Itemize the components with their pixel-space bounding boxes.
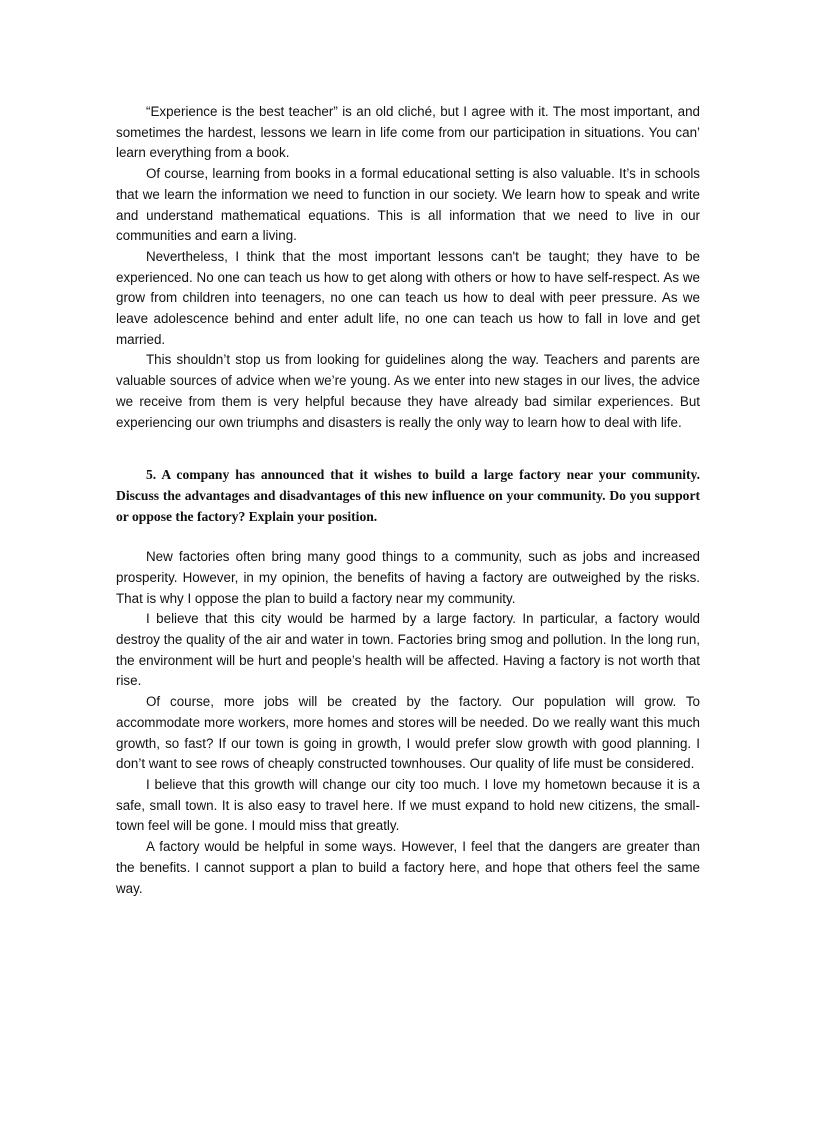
paragraph: This shouldn’t stop us from looking for guidelines along the way. Teachers and parents are valuable sources of advice when we’re young. As we enter into new stages in our lives, the advice we receive from them is very helpful because they have already bad similar experiences. But experiencing our own triumphs and disasters is really the only way to learn how to deal with life.	[116, 352, 700, 430]
paragraph: New factories often bring many good things to a community, such as jobs and increased prosperity. However, in my opinion, the benefits of having a factory are outweighed by the risks. That is why I oppose the plan to build a factory near my community.	[116, 549, 700, 606]
section-spacer	[116, 527, 700, 547]
paragraph: Of course, more jobs will be created by the factory. Our population will grow. To accommodate more workers, more homes and stores will be needed. Do we really want this much growth, so fast? If our town is going in growth, I would prefer slow growth with good planning. I don’t want to see rows of cheaply constructed townhouses. Our quality of life must be considered.	[116, 694, 700, 772]
document-page	[116, 102, 700, 899]
paragraph: I believe that this city would be harmed by a large factory. In particular, a factory would destroy the quality of the air and water in town. Factories bring smog and pollution. In the long run, the environment will be hurt and people’s health will be affected. Having a factory is not worth that rise.	[116, 611, 700, 689]
paragraph: Of course, learning from books in a formal educational setting is also valuable. It’s in schools that we learn the information we need to function in our society. We learn how to speak and write and understand mathematical equations. This is all information that we need to live in our communities and earn a living.	[116, 166, 700, 244]
paragraph: A factory would be helpful in some ways. However, I feel that the dangers are greater than the benefits. I cannot support a plan to build a factory here, and hope that others feel the same way.	[116, 839, 700, 896]
section-spacer	[116, 433, 700, 464]
question-heading: 5. A company has announced that it wishes to build a large factory near your community. Discuss the advantages and disadvantages of this new influence on your community. Do you support or oppose the factory? Explain your position.	[116, 467, 700, 525]
paragraph: Nevertheless, I think that the most important lessons can't be taught; they have to be experienced. No one can teach us how to get along with others or how to have self-respect. As we grow from children into teenagers, no one can teach us how to deal with peer pressure. As we leave adolescence behind and enter adult life, no one can teach us how to fall in love and get married.	[116, 248, 700, 347]
paragraph: I believe that this growth will change our city too much. I love my hometown because it is a safe, small town. It is also easy to travel here. If we must expand to hold new citizens, the small-town feel will be gone. I mould miss that greatly.	[116, 776, 700, 834]
essay-experience	[116, 102, 700, 433]
essay-factory	[116, 547, 700, 899]
paragraph: “Experience is the best teacher” is an old cliché, but I agree with it. The most important, and sometimes the hardest, lessons we learn in life come from our participation in situations. You can’ learn everything from a book.	[116, 104, 700, 161]
